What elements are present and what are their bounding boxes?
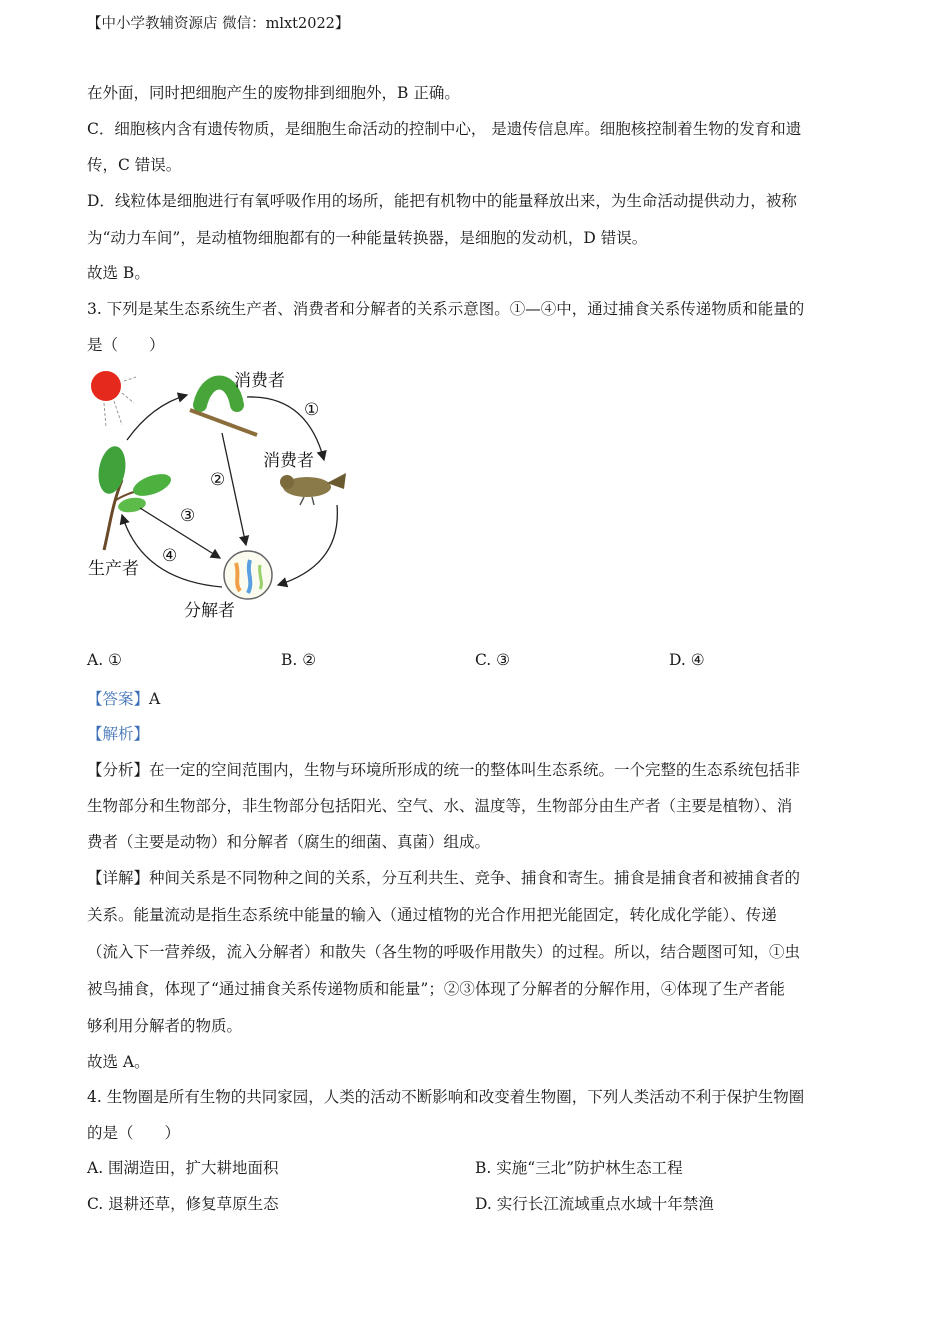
analysis-tag: 【解析】 xyxy=(87,725,150,743)
fenxi-line-1 xyxy=(87,758,800,780)
fenxi-line-2: 生物部分和生物部分，非生物部分包括阳光、空气、水、温度等，生物部分由生产者（主要是植物）、消 xyxy=(87,797,793,815)
q4-stem-line-1: 4. 生物圈是所有生物的共同家园，人类的活动不断影响和改变着生物圈，下列人类活动不利于保护生物圈 xyxy=(87,1088,805,1106)
answer-value: A xyxy=(149,690,161,708)
xiangjie-tag: 【详解】 xyxy=(87,869,150,887)
prev-line-3: 传，C 错误。 xyxy=(87,156,182,174)
prev-line-4: D．线粒体是细胞进行有氧呼吸作用的场所，能把有机物中的能量释放出来，为生命活动提供动力，被称 xyxy=(87,192,797,210)
prev-line-2: C．细胞核内含有遗传物质，是细胞生命活动的控制中心， 是遗传信息库。细胞核控制着生物的发育和遗 xyxy=(87,120,802,138)
ecosystem-diagram xyxy=(82,365,352,625)
q3-option-d[interactable]: D. ④ xyxy=(669,651,705,669)
number-1: ① xyxy=(304,400,320,420)
number-3: ③ xyxy=(180,506,196,526)
number-4: ④ xyxy=(162,546,178,566)
q3-stem-line-1: 3. 下列是某生态系统生产者、消费者和分解者的关系示意图。①—④中，通过捕食关系传递物质和能量的 xyxy=(87,300,805,318)
q4-option-c[interactable]: C. 退耕还草，修复草原生态 xyxy=(87,1195,279,1213)
answer-tag: 【答案】 xyxy=(87,690,150,708)
fenxi-tag: 【分析】 xyxy=(87,761,150,779)
consumer-label-2: 消费者 xyxy=(263,451,314,471)
q3-answer xyxy=(87,687,160,709)
xiangjie-text-1: 种间关系是不同物种之间的关系，分互利共生、竞争、捕食和寄生。捕食是捕食者和被捕食者的 xyxy=(149,869,801,887)
xiangjie-line-3: （流入下一营养级，流入分解者）和散失（各生物的呼吸作用散失）的过程。所以，结合题图可知，①虫 xyxy=(87,943,801,961)
q3-option-b[interactable]: B. ② xyxy=(281,651,317,669)
prev-line-5: 为“动力车间”，是动植物细胞都有的一种能量转换器，是细胞的发动机，D 错误。 xyxy=(87,229,648,247)
q4-stem-line-2: 的是（ ） xyxy=(87,1124,181,1142)
arrow-2-caterpillar-to-decomposer xyxy=(222,433,246,545)
arrow-producer-to-caterpillar xyxy=(127,395,187,440)
consumer-label-1: 消费者 xyxy=(234,371,285,391)
xiangjie-line-4: 被鸟捕食，体现了“通过捕食关系传递物质和能量”；②③体现了分解者的分解作用，④体现了生产者能 xyxy=(87,980,785,998)
decomposer-icon xyxy=(224,551,272,599)
arrow-bird-to-decomposer xyxy=(278,505,337,585)
bird-icon xyxy=(280,473,346,505)
prev-conclusion: 故选 B。 xyxy=(87,264,150,282)
q4-option-b[interactable]: B. 实施“三北”防护林生态工程 xyxy=(475,1159,683,1177)
page-header: 【中小学教辅资源店 微信：mlxt2022】 xyxy=(87,16,350,32)
q4-option-d[interactable]: D. 实行长江流域重点水域十年禁渔 xyxy=(475,1195,714,1213)
xiangjie-line-1 xyxy=(87,866,800,888)
decomposer-label: 分解者 xyxy=(184,601,235,621)
fenxi-text-1: 在一定的空间范围内，生物与环境所形成的统一的整体叫生态系统。一个完整的生态系统包括非 xyxy=(149,761,801,779)
plant-icon xyxy=(95,444,174,550)
q3-stem-line-2: 是（ ） xyxy=(87,336,165,354)
number-2: ② xyxy=(210,470,226,490)
fenxi-line-3: 费者（主要是动物）和分解者（腐生的细菌、真菌）组成。 xyxy=(87,833,491,851)
q3-option-c[interactable]: C. ③ xyxy=(475,651,511,669)
q3-option-a[interactable]: A. ① xyxy=(87,651,122,669)
q3-conclusion: 故选 A。 xyxy=(87,1053,150,1071)
sun-icon xyxy=(91,371,136,427)
xiangjie-line-2: 关系。能量流动是指生态系统中能量的输入（通过植物的光合作用把光能固定，转化成化学能）、传递 xyxy=(87,906,777,924)
prev-line-1: 在外面，同时把细胞产生的废物排到细胞外，B 正确。 xyxy=(87,84,460,102)
producer-label: 生产者 xyxy=(88,559,139,579)
xiangjie-line-5: 够利用分解者的物质。 xyxy=(87,1017,243,1035)
q4-option-a[interactable]: A. 围湖造田，扩大耕地面积 xyxy=(87,1159,279,1177)
